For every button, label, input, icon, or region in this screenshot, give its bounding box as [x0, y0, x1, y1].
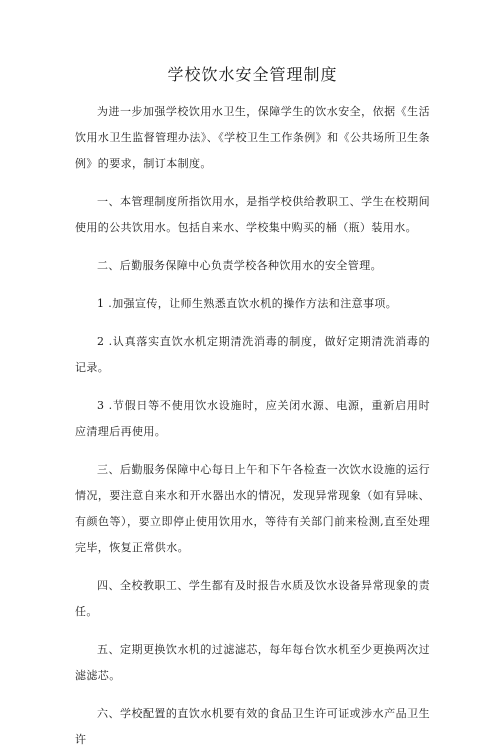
paragraph-section-6: 六、学校配置的直饮水机要有效的食品卫生许可证或涉水产品卫生许	[75, 707, 430, 746]
paragraph-intro: 为进一步加强学校饮用水卫生，保障学生的饮水安全，依据《生活饮用水卫生监督管理办法》、《学校卫生工作条例》和《公共场所卫生条例》的要求，制订本制度。	[75, 105, 430, 170]
paragraph-item-1: 1 .加强宣传，让师生熟悉直饮水机的操作方法和注意事项。	[97, 297, 398, 310]
paragraph-section-5: 五、定期更换饮水机的过滤滤芯，每年每台饮水机至少更换两次过滤滤芯。	[75, 643, 430, 682]
paragraph-section-3: 三、后勤服务保障中心每日上午和下午各检查一次饮水设施的运行情况，要注意自来水和开水器出水的情况，发现异常现象（如有异味、有颜色等），要立即停止使用饮用水，等待有关部门前来检测,直至处理完毕，恢复正常供水。	[75, 463, 430, 554]
paragraph-item-3: 3 .节假日等不使用饮水设施时，应关闭水源、电源，重新启用时应清理后再使用。	[75, 399, 430, 438]
paragraph-section-4: 四、全校教职工、学生都有及时报告水质及饮水设备异常现象的责任。	[75, 579, 430, 618]
paragraph-section-1: 一、本管理制度所指饮用水，是指学校供给教职工、学生在校期间使用的公共饮用水。包括自来水、学校集中购买的桶（瓶）装用水。	[75, 195, 430, 234]
paragraph-section-2: 二、后勤服务保障中心负责学校各种饮用水的安全管理。	[97, 259, 382, 272]
paragraph-item-2: 2 .认真落实直饮水机定期清洗消毒的制度，做好定期清洗消毒的记录。	[75, 335, 430, 374]
document-title: 学校饮水安全管理制度	[167, 65, 338, 84]
